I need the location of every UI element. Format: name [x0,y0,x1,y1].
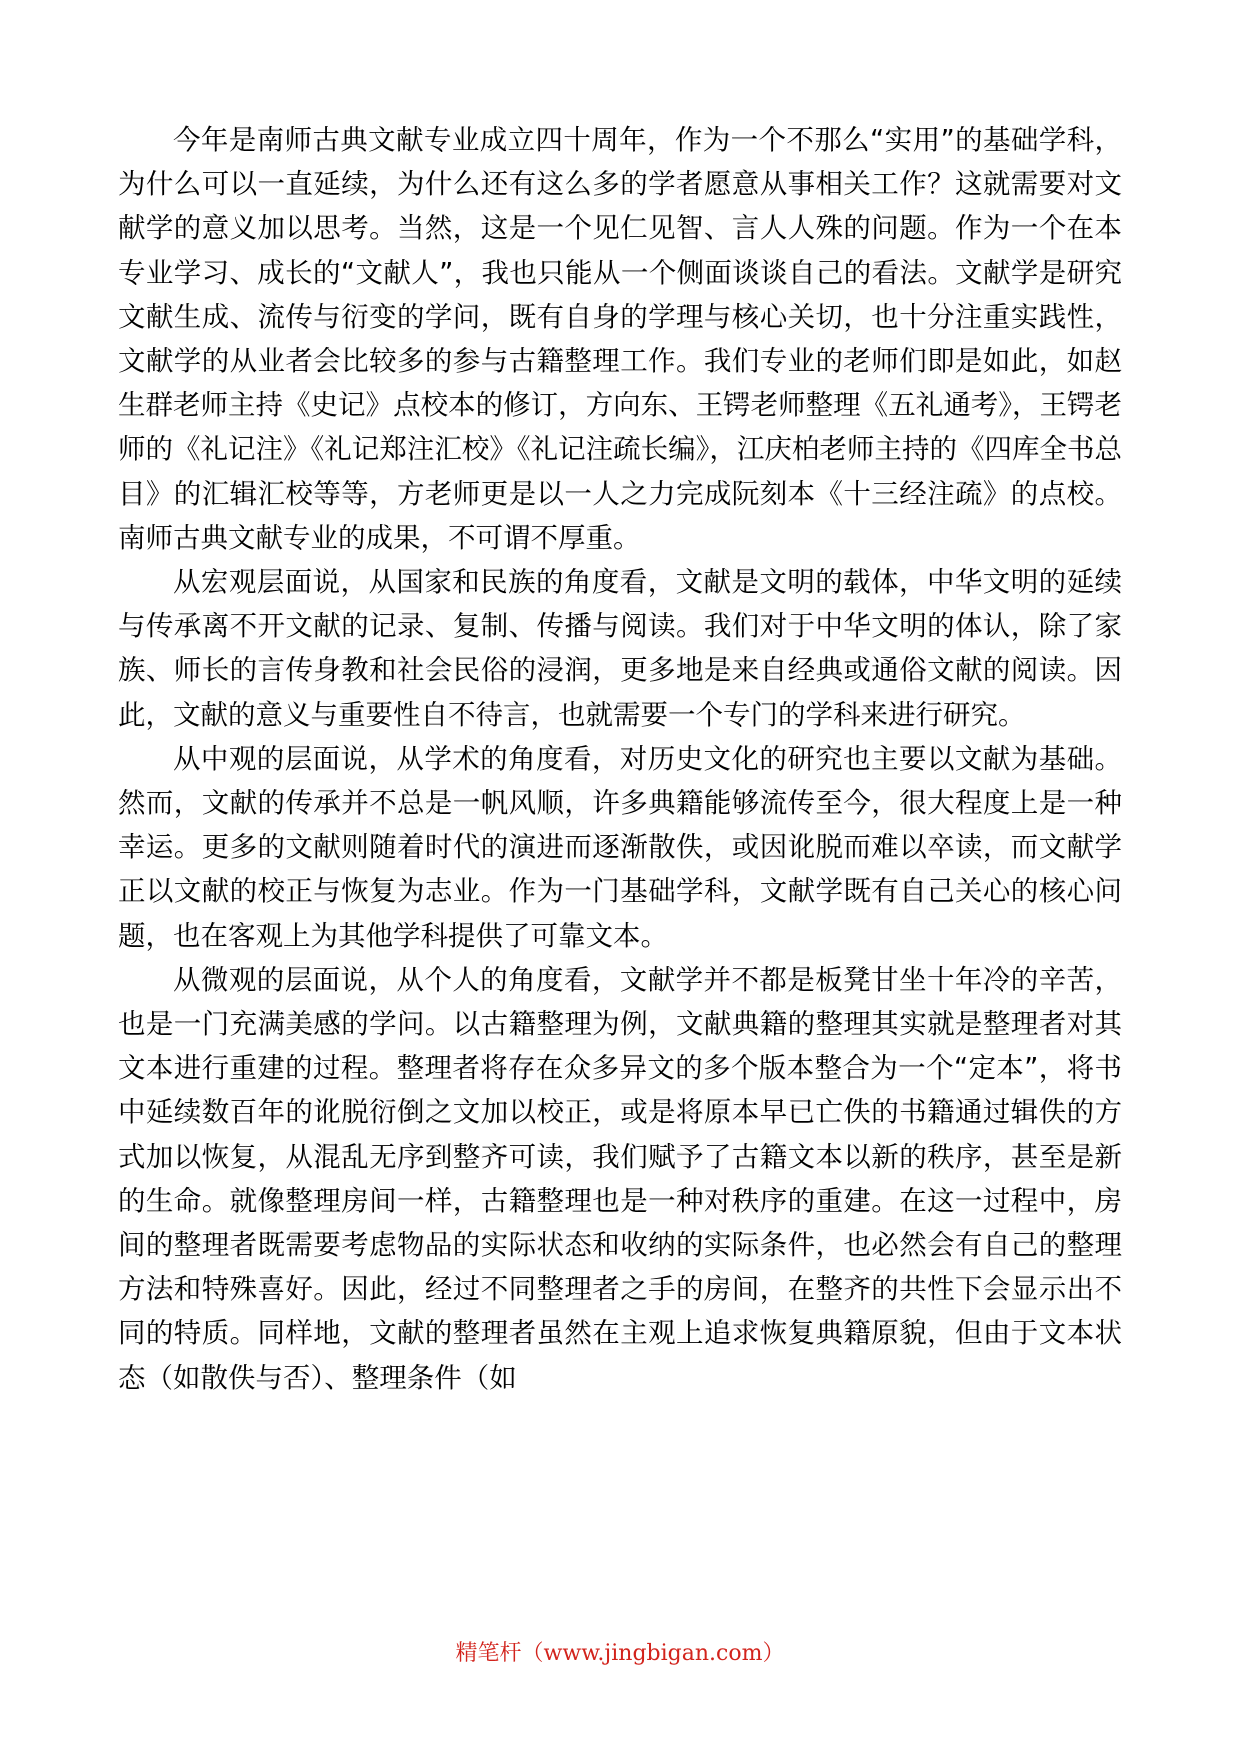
paragraph-4: 从微观的层面说，从个人的角度看，文献学并不都是板凳甘坐十年冷的辛苦，也是一门充满美感的学问。以古籍整理为例，文献典籍的整理其实就是整理者对其文本进行重建的过程。整理者将存在众多异文的多个版本整合为一个“定本”，将书中延续数百年的讹脱衍倒之文加以校正，或是将原本早已亡佚的书籍通过辑佚的方式加以恢复，从混乱无序到整齐可读，我们赋予了古籍文本以新的秩序，甚至是新的生命。就像整理房间一样，古籍整理也是一种对秩序的重建。在这一过程中，房间的整理者既需要考虑物品的实际状态和收纳的实际条件，也必然会有自己的整理方法和特殊喜好。因此，经过不同整理者之手的房间，在整齐的共性下会显示出不同的特质。同样地，文献的整理者虽然在主观上追求恢复典籍原貌，但由于文本状态（如散佚与否）、整理条件（如 [118,963,1122,1394]
paragraph-2: 从宏观层面说，从国家和民族的角度看，文献是文明的载体，中华文明的延续与传承离不开文献的记录、复制、传播与阅读。我们对于中华文明的体认，除了家族、师长的言传身教和社会民俗的浸润，更多地是来自经典或通俗文献的阅读。因此，文献的意义与重要性自不待言，也就需要一个专门的学科来进行研究。 [118,566,1122,731]
footer-watermark-link[interactable]: 精笔杆（www.jingbigan.com） [455,1641,785,1666]
document-body [118,118,1122,1400]
paragraph-1: 今年是南师古典文献专业成立四十周年，作为一个不那么“实用”的基础学科，为什么可以一直延续，为什么还有这么多的学者愿意从事相关工作？这就需要对文献学的意义加以思考。当然，这是一个见仁见智、言人人殊的问题。作为一个在本专业学习、成长的“文献人”，我也只能从一个侧面谈谈自己的看法。文献学是研究文献生成、流传与衍变的学问，既有自身的学理与核心关切，也十分注重实践性，文献学的从业者会比较多的参与古籍整理工作。我们专业的老师们即是如此，如赵生群老师主持《史记》点校本的修订，方向东、王锷老师整理《五礼通考》，王锷老师的《礼记注》《礼记郑注汇校》《礼记注疏长编》，江庆柏老师主持的《四库全书总目》的汇辑汇校等等，方老师更是以一人之力完成阮刻本《十三经注疏》的点校。南师古典文献专业的成果，不可谓不厚重。 [118,124,1122,554]
paragraph-3: 从中观的层面说，从学术的角度看，对历史文化的研究也主要以文献为基础。然而，文献的传承并不总是一帆风顺，许多典籍能够流传至今，很大程度上是一种幸运。更多的文献则随着时代的演进而逐渐散佚，或因讹脱而难以卒读，而文献学正以文献的校正与恢复为志业。作为一门基础学科，文献学既有自己关心的核心问题，也在客观上为其他学科提供了可靠文本。 [118,742,1122,952]
